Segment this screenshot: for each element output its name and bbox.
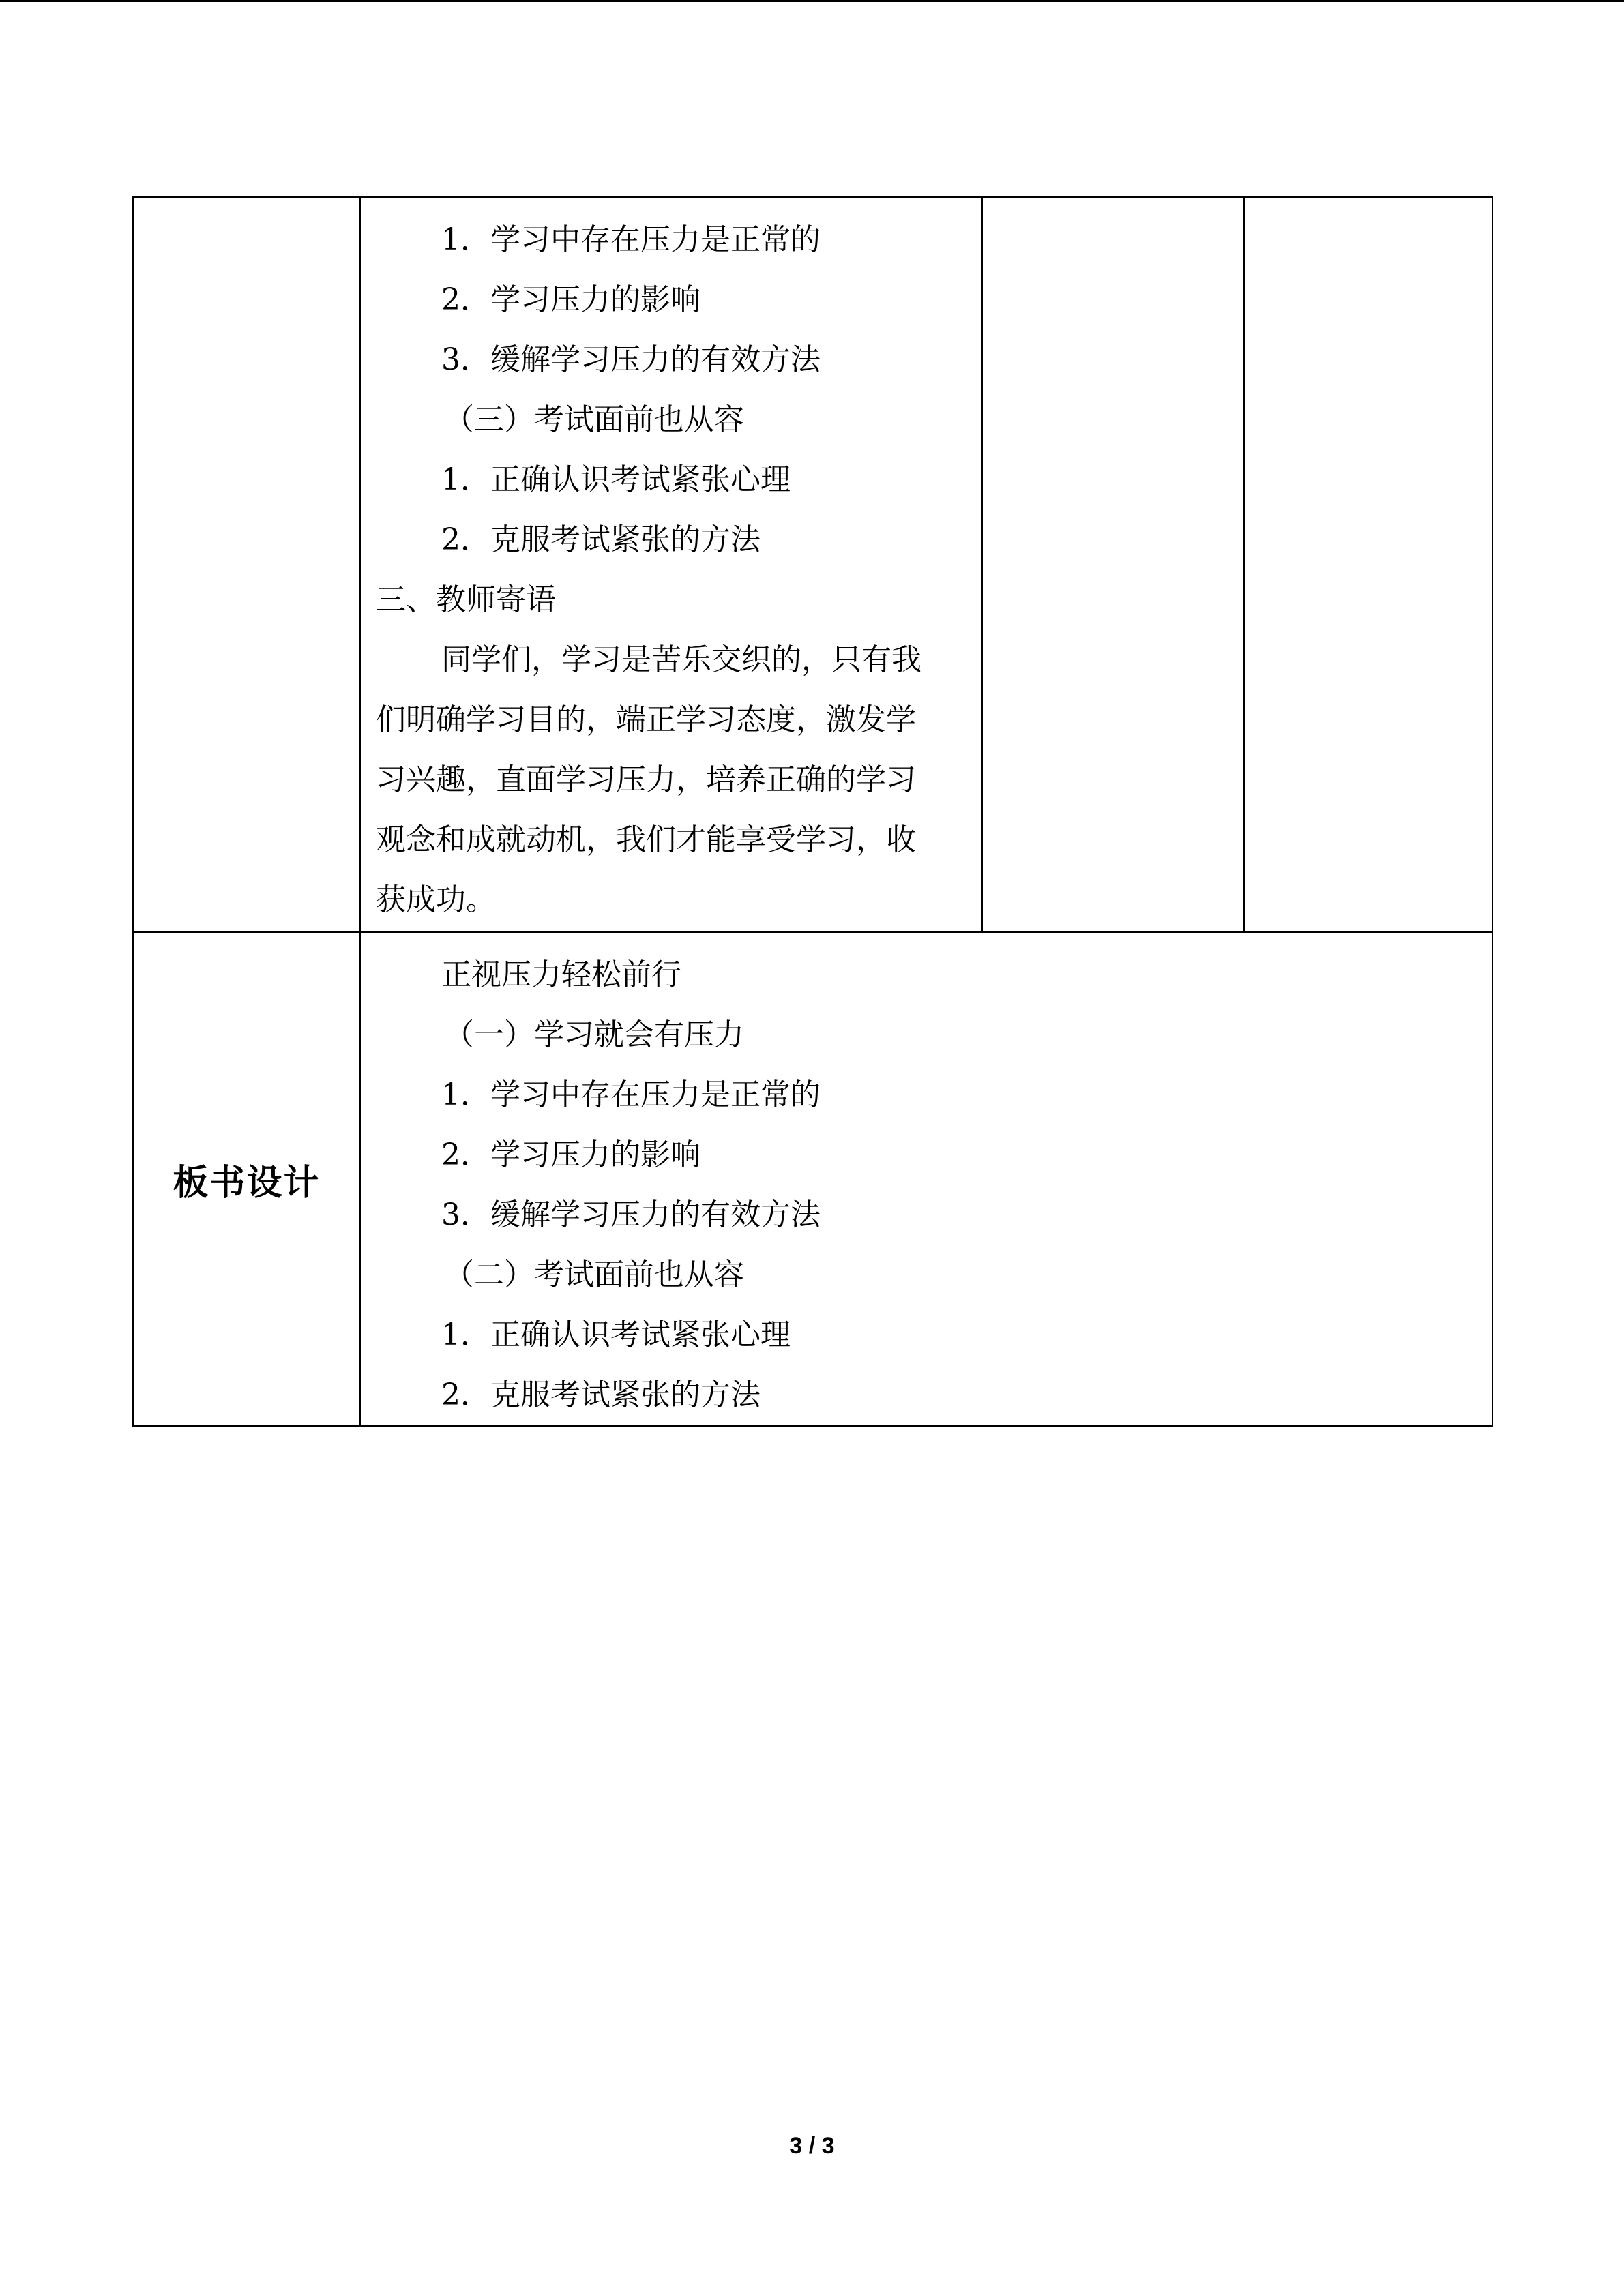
teacher-message-line: 习兴趣，直面学习压力，培养正确的学习 — [376, 762, 916, 797]
activity-cell-empty — [982, 197, 1244, 932]
content-line: 1．学习中存在压力是正常的 — [441, 222, 821, 257]
section-heading: （三）考试面前也从容 — [444, 402, 744, 437]
content-line: 1．学习中存在压力是正常的 — [441, 1077, 821, 1112]
content-line: 2．学习压力的影响 — [441, 1137, 700, 1172]
teacher-message-line: 观念和成就动机，我们才能享受学习，收 — [376, 822, 916, 857]
board-design-content-cell — [360, 932, 1492, 1426]
content-line: 2．克服考试紧张的方法 — [441, 522, 761, 557]
board-design-label: 板书设计 — [173, 1162, 321, 1204]
content-line: 1．正确认识考试紧张心理 — [441, 462, 791, 497]
board-title: 正视压力轻松前行 — [441, 957, 681, 992]
board-design-label-cell — [133, 932, 360, 1426]
page-top-border — [0, 0, 1624, 2]
teacher-message-line: 们明确学习目的，端正学习态度，激发学 — [376, 702, 916, 737]
page-number: 3 / 3 — [789, 2133, 835, 2159]
section-heading: （二）考试面前也从容 — [444, 1257, 744, 1292]
section-heading: （一）学习就会有压力 — [444, 1017, 744, 1052]
content-line: 3．缓解学习压力的有效方法 — [441, 1197, 821, 1232]
table-row-board-design — [133, 932, 1492, 1426]
content-line: 1．正确认识考试紧张心理 — [441, 1317, 791, 1352]
teacher-message-line: 同学们，学习是苦乐交织的，只有我 — [441, 642, 921, 677]
content-line: 2．学习压力的影响 — [441, 282, 700, 317]
table-row-continuation — [133, 197, 1492, 932]
notes-cell-empty — [1244, 197, 1492, 932]
label-cell-empty — [133, 197, 360, 932]
lesson-plan-table — [132, 196, 1493, 1427]
teacher-message-line: 获成功。 — [376, 882, 496, 917]
content-cell-continuation — [360, 197, 982, 932]
section-heading: 三、教师寄语 — [376, 582, 556, 617]
content-line: 2．克服考试紧张的方法 — [441, 1377, 761, 1412]
content-line: 3．缓解学习压力的有效方法 — [441, 342, 821, 377]
